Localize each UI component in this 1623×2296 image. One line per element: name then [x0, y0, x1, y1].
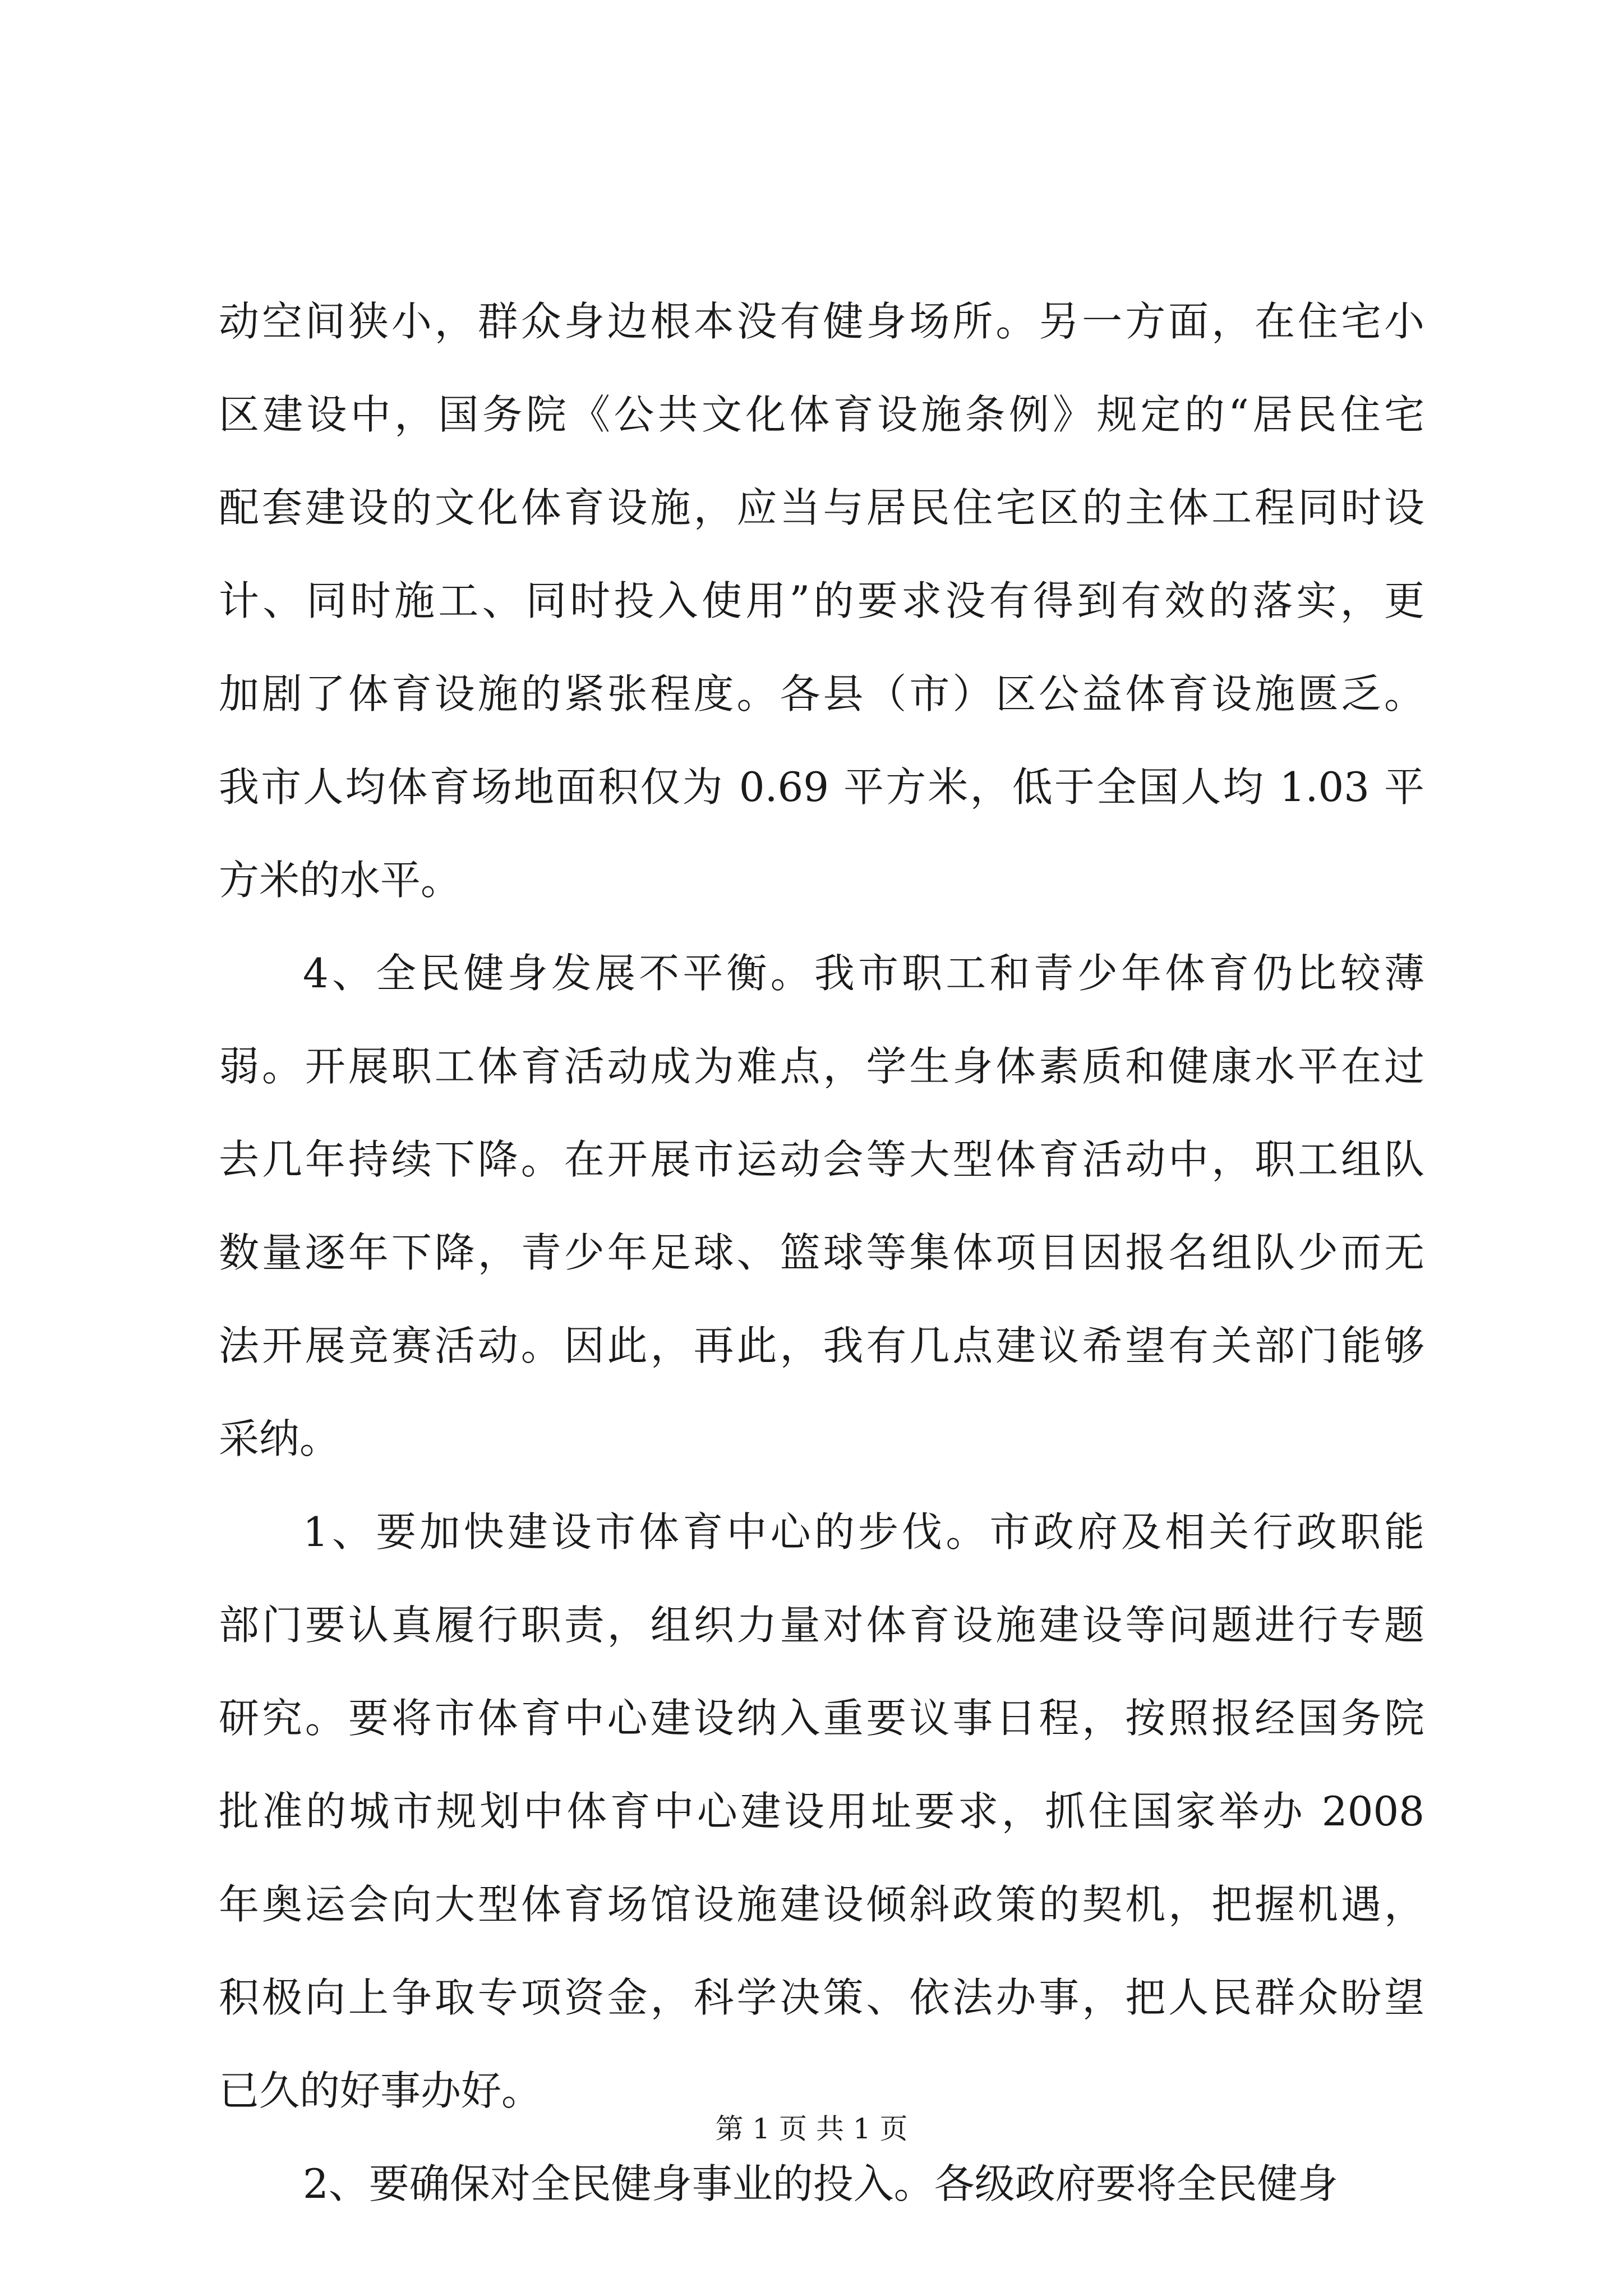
paragraph-start-line: 2、要确保对全民健身事业的投入。各级政府要将全民健身: [303, 2160, 1338, 2207]
paragraph-start-line: 1、要加快建设市体育中心的步伐。市政府及相关行政职能: [303, 1508, 1424, 1556]
text-line: 数量逐年下降，青少年足球、篮球等集体项目因报名组队少而无: [219, 1229, 1424, 1276]
document-body: [219, 275, 1424, 2230]
page-footer: 第 1 页 共 1 页: [715, 2113, 908, 2145]
text-line: 去几年持续下降。在开展市运动会等大型体育活动中，职工组队: [219, 1136, 1424, 1183]
text-line: 已久的好事办好。: [219, 2067, 542, 2114]
text-line: 方米的水平。: [219, 857, 462, 904]
text-line: 区建设中，国务院《公共文化体育设施条例》规定的“居民住宅: [219, 391, 1424, 438]
text-line: 加剧了体育设施的紧张程度。各县（市）区公益体育设施匮乏。: [219, 670, 1424, 717]
text-line: 采纳。: [219, 1415, 340, 1462]
text-line: 积极向上争取专项资金，科学决策、依法办事，把人民群众盼望: [219, 1974, 1424, 2021]
text-line: 动空间狭小，群众身边根本没有健身场所。另一方面，在住宅小: [219, 298, 1424, 345]
text-line: 批准的城市规划中体育中心建设用址要求，抓住国家举办 2008: [219, 1788, 1424, 1835]
text-line: 年奥运会向大型体育场馆设施建设倾斜政策的契机，把握机遇，: [219, 1881, 1424, 1928]
text-line: 弱。开展职工体育活动成为难点，学生身体素质和健康水平在过: [219, 1043, 1424, 1090]
paragraph-start-line: 4、全民健身发展不平衡。我市职工和青少年体育仍比较薄: [303, 950, 1424, 997]
text-line: 配套建设的文化体育设施，应当与居民住宅区的主体工程同时设: [219, 484, 1424, 531]
text-line: 法开展竞赛活动。因此，再此，我有几点建议希望有关部门能够: [219, 1322, 1424, 1369]
text-line: 计、同时施工、同时投入使用”的要求没有得到有效的落实，更: [219, 577, 1424, 624]
text-line: 研究。要将市体育中心建设纳入重要议事日程，按照报经国务院: [219, 1695, 1424, 1742]
text-line: 我市人均体育场地面积仅为 0.69 平方米，低于全国人均 1.03 平: [219, 763, 1424, 811]
text-line: 部门要认真履行职责，组织力量对体育设施建设等问题进行专题: [219, 1602, 1424, 1649]
